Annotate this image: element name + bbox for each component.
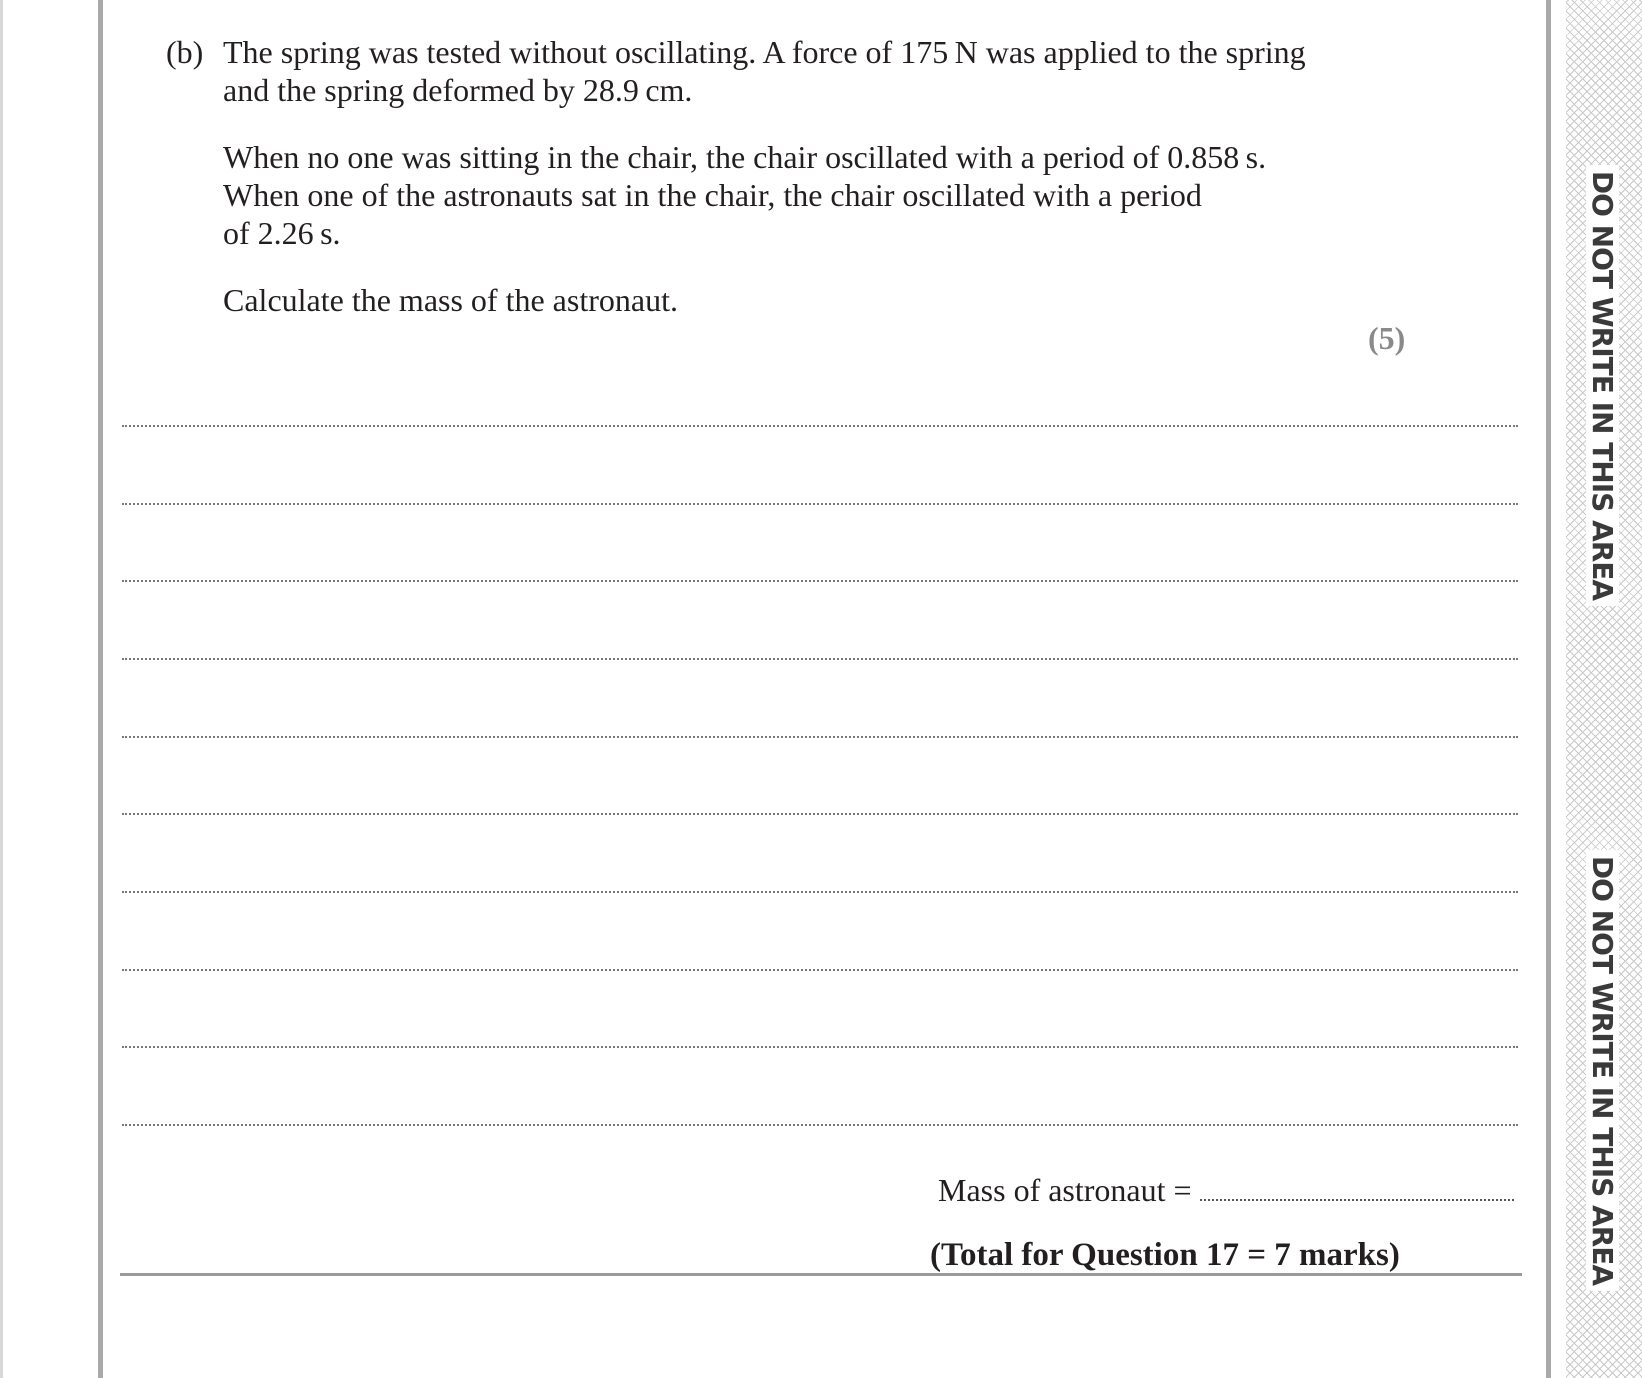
answer-line-3[interactable]	[122, 580, 1518, 582]
marks-indicator: (5)	[1368, 320, 1406, 356]
paragraph-2-line-3: of 2.26 s.	[223, 215, 341, 251]
paragraph-2-line-1: When no one was sitting in the chair, the chair oscillated with a period of 0.858 s.	[223, 139, 1267, 175]
question-total: (Total for Question 17 = 7 marks)	[930, 1237, 1400, 1273]
right-margin-rule	[1546, 0, 1551, 1378]
answer-line-10[interactable]	[122, 1124, 1518, 1126]
paragraph-1-line-1: The spring was tested without oscillating. A force of 175 N was applied to the spring	[223, 34, 1306, 70]
answer-line-5[interactable]	[122, 736, 1518, 738]
question-part-label: (b)	[166, 34, 204, 70]
answer-line-4[interactable]	[122, 658, 1518, 660]
page-left-edge	[0, 0, 3, 1378]
answer-line-7[interactable]	[122, 891, 1518, 893]
margin-warning-top-text: DO NOT WRITE IN THIS AREA	[1587, 164, 1620, 605]
final-answer-field[interactable]	[1200, 1199, 1514, 1201]
total-underline	[120, 1273, 1522, 1276]
paragraph-2-line-2: When one of the astronauts sat in the chair, the chair oscillated with a period	[223, 177, 1202, 213]
margin-warning-bottom	[1585, 855, 1621, 1285]
answer-line-6[interactable]	[122, 813, 1518, 815]
answer-line-8[interactable]	[122, 969, 1518, 971]
instruction-text: Calculate the mass of the astronaut.	[223, 282, 678, 318]
margin-warning-top	[1585, 170, 1621, 600]
answer-line-1[interactable]	[122, 425, 1518, 427]
final-answer-row	[938, 1172, 1514, 1209]
answer-line-9[interactable]	[122, 1046, 1518, 1048]
final-answer-label: Mass of astronaut =	[938, 1172, 1192, 1208]
left-margin-rule	[98, 0, 103, 1378]
margin-warning-bottom-text: DO NOT WRITE IN THIS AREA	[1587, 849, 1620, 1290]
paragraph-1-line-2: and the spring deformed by 28.9 cm.	[223, 72, 693, 108]
answer-line-2[interactable]	[122, 503, 1518, 505]
